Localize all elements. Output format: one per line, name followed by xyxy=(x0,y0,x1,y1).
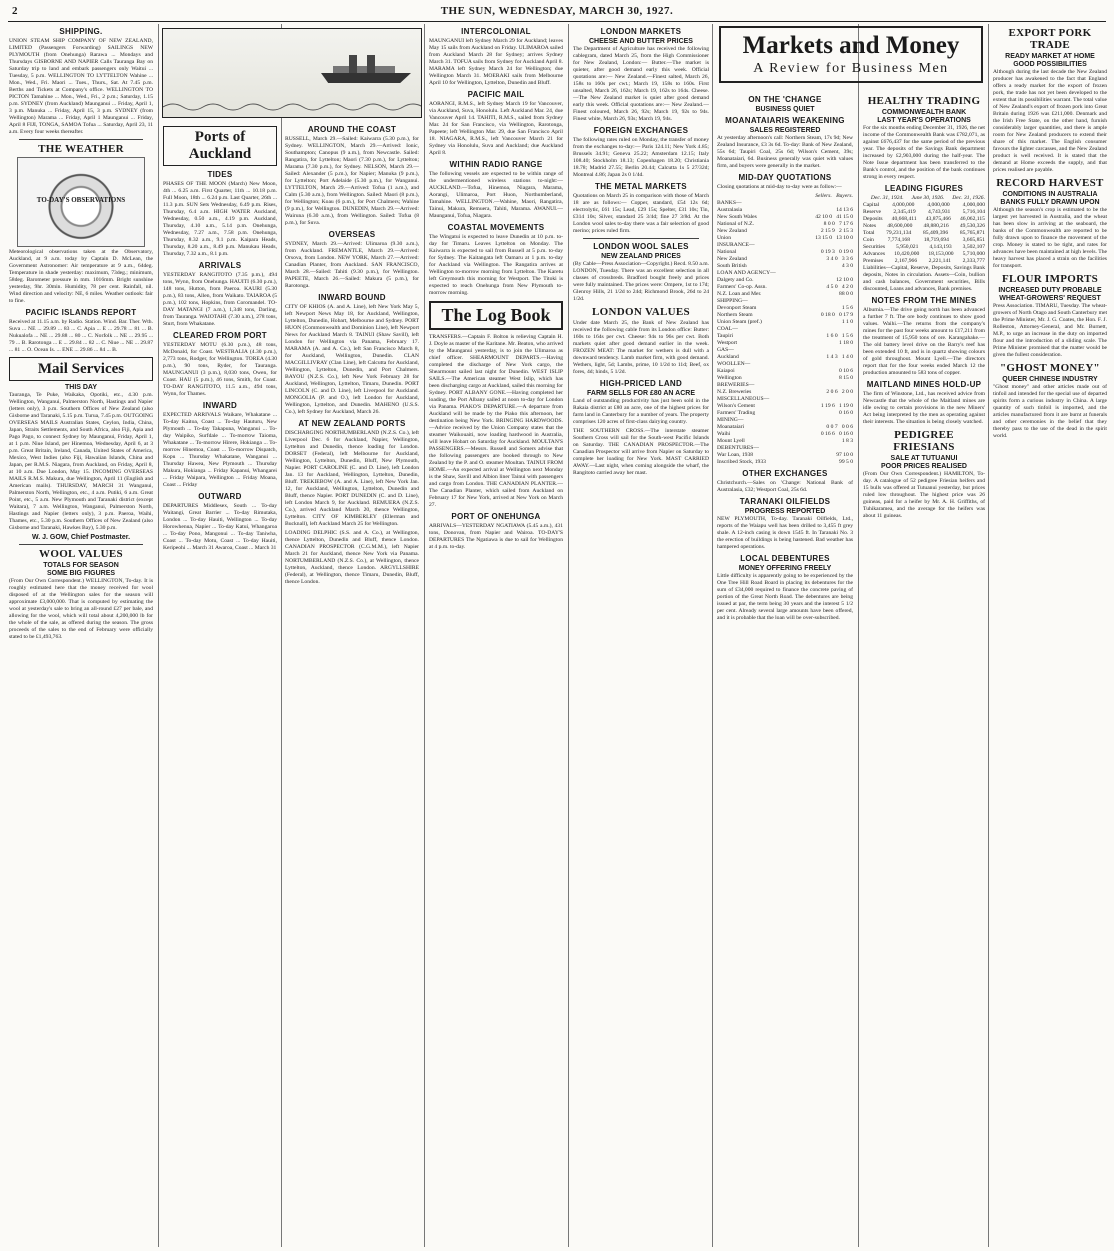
arrivals-text: YESTERDAY RANGITOTO (7.35 p.m.), 494 tons, Wynn, from Onehunga. HAUITI (6.30 p.m.), 148 tons, Hutton, from Paeroa. KAURI (5.30 p.m.), 83 tons, Allen, from Waikato. TAIAROA (5 p.m.), 102 tons, Hopkins, from Coromandel. TO-DAY MATANGI (7 a.m.), 1,348 tons, Darling, from Tauranga. WAIOTAHI (7.30 a.m.), 278 tons, Sturt, from Whakatane. xyxy=(163,272,277,327)
loading-text: LOADING DELPHIC (S.S. and A. Co.), at Wellington, thence Lyttelton, Dunedin and Bluff, thence London. CANADIAN PROSPECTOR (C.G.M.M.), left Napier March 21 for Auckland, thence New York via Panama. NORTUMBERLAND (N.Z.S. Co.), at Wellington, thence Lyttelton, Auckland, thence London. ARGYLLSHIRE (Federal), at Wellington, thence Timaru, Dunedin, Bluff, thence London. xyxy=(285,530,419,585)
ghost-money-sub: QUEER CHINESE INDUSTRY xyxy=(1002,376,1098,383)
leading-figures-row: Advances 10,420,000 18,153,000 5,710,000 xyxy=(863,251,985,257)
leading-figures-row: Coin 7,774,168 18,719,694 3,665,851 xyxy=(863,237,985,243)
quotation-row: New South Wales 42 10 0 41 15 0 xyxy=(717,214,853,220)
mines-text: Alburnia.—The drive going north has been advanced a further 7 ft. The ore body continues to show good values. Waihi.—The returns from the company's mines for the past four weeks amount to £17,211 from the treatment of 15,950 tons of ore. Karangahake.—The old battery level drive on the Barry's reef has been extended 10 ft, and is in quartz showing colours of gold throughout. Mount Lyell.—The directors report that for the four weeks ended March 12 the production amounted to 583 tons of copper. xyxy=(863,307,985,376)
flour-imports-heading: FLOUR IMPORTS xyxy=(1001,273,1099,285)
leading-figures-row: Notes 48,600,000 48,880,216 49,530,326 xyxy=(863,223,985,229)
intercolonial-text: MAUNGANUI left Sydney March 29 for Auckland; leaves May 15 sails from Auckland on Friday. ULIMAROA sailed from Auckland March 28 for Sydney; arrives Sydney March 31. TOFUA sails from Sydney for Auckland April 8. MARAMA left Sydney March 24 for Wellington; due Wellington March 31. MOERAKI sails from Melbourne April 10 for Wellington, Lyttelton, Dunedin and Bluff. xyxy=(429,38,563,86)
mail-services-heading: Mail Services xyxy=(37,361,125,377)
commonwealth-bank-sub: COMMONWEALTH BANK xyxy=(881,109,967,116)
quotation-row: Moanataiari 0 0 7 0 0 6 xyxy=(717,424,853,430)
export-pork-text: Although during the last decade the New Zealand producer has awakened to the fact that England offers a ready market for the export of frozen pork, the trade has not yet been developed to the extent that its possibilities warrant. The total value of New Zealand's export of frozen pork into Great Britain during 1926 was £211,000. Denmark and the Irish Free State, on the other hand, furnish considerably larger quantities, and there is ample room for New Zealand producers to extend their share of this market. The English consumer favours the lighter carcasses, and the New Zealand product is well received. It is stated that the demand at Home exceeds the supply, and that prices realised are payable. xyxy=(993,69,1107,173)
export-pork-sub: READY MARKET AT HOME xyxy=(1005,53,1095,60)
leading-figures-row: Total 79,231,134 85,409,396 85,765,871 xyxy=(863,230,985,236)
masthead xyxy=(8,3,1106,22)
quotation-row: Westport 1 18 0 xyxy=(717,340,853,346)
around-coast-text: RUSSELL, March 29.—Sailed: Kaiwarra (5.30 p.m.), for Sydney. WELLINGTON, March 29.—Arrived: Ionic, Southampton; Canopus (9 a.m.), from Newcastle. Sailed: Rangatira, for Lyttelton; Maori (7.30 p.m.), for Lyttelton; Marama (7.30 p.m.), for Sydney. NELSON, March 29.—Sailed: Alexander (5 p.m.), for Napier; Manuka (9 p.m.), for Lyttelton; Port Adelaide (5.30 p.m.), for Wanganui. LYTTELTON, March 29.—Arrived: Tofua (1 a.m.), and Calm (5.30 a.m.), from Wellington. Sailed: Maori (8 p.m.), for Wellington; Koau (6 p.m.), for Port Chalmers; Wahine (9 p.m.), for Wellington. DUNEDIN, March 29.—Arrived: Wairuna (6.30 a.m.), from Wellington. Sailed: Tofua (8 p.m.), for Suva. xyxy=(285,136,419,226)
leading-figures-row: Premises 2,167,966 2,221,141 2,333,777 xyxy=(863,258,985,264)
arrivals-heading: ARRIVALS xyxy=(198,261,242,270)
debentures-heading: LOCAL DEBENTURES xyxy=(740,554,830,563)
london-markets-heading: LONDON MARKETS xyxy=(600,27,682,36)
pacific-mail-text: AORANGI, R.M.S., left Sydney March 19 for Vancouver, via Auckland, Suva, Honolulu. Left Auckland Mar. 24, due Vancouver April 14. TAHITI, R.M.S., sailed from Sydney Mar. 24 for San Francisco, via Wellington, Rarotonga, Papeete; left Wellington Mar. 29, due San Francisco April 18. NIAGARA, R.M.S., left Vancouver March 21 for Sydney via Honolulu, Suva and Auckland; due Auckland April 8. xyxy=(429,101,563,156)
debentures-sub: MONEY OFFERING FREELY xyxy=(738,565,832,572)
other-exchanges-heading: OTHER EXCHANGES xyxy=(742,469,828,478)
quotation-row: INSURANCE— xyxy=(717,242,755,248)
quotation-row: Taupiri 1 6 0 1 5 6 xyxy=(717,333,853,339)
outward-heading: OUTWARD xyxy=(198,492,242,501)
quotation-row: New Zealand 3 4 0 3 3 6 xyxy=(717,256,853,262)
flour-imports-sub2: WHEAT-GROWERS' REQUEST xyxy=(999,295,1101,302)
inward-text: EXPECTED ARRIVALS Waikare, Whakatane ... To-day Kaitoa, Coast ... To-day Hauturu, New Plymouth ... To-day Takapuna, Wanganui ... To-day Waipiko, Surfdale ... To-morrow Taioma, Whakatane ... To-morrow Hirere, Hokianga ... To-morrow Hinemoa, Coast ... To-morrow Dispatch, Kopu ... Thursday Whakatane, Wanganui ... Thursday Hawea, New Plymouth ... Thursday Makura, Hokianga ... Friday Kapanui, Whangarei ... Friday Waipara, Wellington ... Friday Moana, Coast ... Friday xyxy=(163,412,277,488)
quotation-row: SHIPPING— xyxy=(717,298,748,304)
quotation-row: BANKS— xyxy=(717,200,742,206)
quotation-row: Union 13 15 0 13 10 0 xyxy=(717,235,853,241)
quotation-row: South British 4 3 0 xyxy=(717,263,853,269)
healthy-trading-heading: HEALTHY TRADING xyxy=(867,95,981,107)
pedigree-text: (From Our Own Correspondent.) HAMILTON, To-day. A catalogue of 52 pedigree Friesian heifers and 15 bulls was offered at Tutuanui yesterday, but prices ruled low throughout. The highest price was 26 guineas, paid for a heifer by Mr. A. H. Griffiths, of Tuhikaramea, and the average for the heifers was about 11 guineas. xyxy=(863,471,985,519)
weakening-heading: MOANATAIARIS WEAKENING xyxy=(725,116,845,125)
export-pork-sub2: GOOD POSSIBILITIES xyxy=(1013,61,1087,68)
intercolonial-heading: INTERCOLONIAL xyxy=(461,27,531,36)
quotation-row: Auckland 1 4 3 1 4 0 xyxy=(717,354,853,360)
record-harvest-sub2: BANKS FULLY DRAWN UPON xyxy=(1000,199,1100,206)
radio-range-heading: WITHIN RADIO RANGE xyxy=(449,160,543,169)
quotations-header: Sellers. Buyers. xyxy=(815,193,853,199)
shipping-text: UNION STEAM SHIP COMPANY OF NEW ZEALAND, LIMITED (Passengers Forwarding) SAILINGS NEW PLYMOUTH (from Onehunga) Rarawa ... Mondays and Thursdays GISBORNE AND NAPIER Calls Tauranga Bay on Saturday trip to land and embark passengers only Waitui ... Tuesday, 5 p.m. WELLINGTON TO LYTTELTON Wahine ... Mon., Wed., Fri. Maori ... Tues., Thurs., Sat. At 7.45 p.m. Berths and Tickets at Company's office. WELLINGTON TO PICTON Tamahine ... Mon., Wed., Fri., 2 p.m.; Saturday, 1.15 p.m. SYDNEY (from Auckland) Maunganui ... Friday, April 1, 3 p.m. Manuka ... Friday, April 15, 3 p.m. SYDNEY (from Wellington) Marama ... Friday, April 1 Maunganui ... Friday, April 8 FIJI, TONGA, SAMOA Tofua ... Saturday, April 23, 11 a.m. Every four weeks thereafter. xyxy=(9,38,153,135)
high-priced-land-sub: FARM SELLS FOR £80 AN ACRE xyxy=(587,390,695,397)
ports-of-auckland-title: Ports of Auckland xyxy=(163,126,277,166)
pedigree-sub: SALE AT TUTUANUI xyxy=(890,455,958,462)
other-exchanges-text: Christchurch.—Sales on 'Change: National Bank of Australasia, £32; Westport Coal, 25s 6d. xyxy=(717,480,853,493)
column-coast xyxy=(282,122,422,1247)
log-book-title: The Log Book xyxy=(429,301,563,330)
weather-illustration-label: TO-DAY'S OBSERVATIONS xyxy=(36,196,126,204)
onehunga-heading: PORT OF ONEHUNGA xyxy=(451,512,541,521)
quotation-row: Farmers' Trading 0 16 0 xyxy=(717,410,853,416)
wool-text: (From Our Own Correspondent.) WELLINGTON, To-day. It is roughly estimated here that the money received for wool disposed of at the Wellington sales for the season will approximate £3,000,000. That is computed by estimating the wool at yesterday's sale to bring an all-round £27 per bale, and allowing for the wool, which will total about 4,200,000 lb for the whole of the sale, as offered during the season. The gross proceeds of the sales to the end of February were officially stated to be £1,493,763. xyxy=(9,578,153,640)
quotation-row: GAS— xyxy=(717,347,734,353)
sales-text: At yesterday afternoon's call: Northern Steam, 17s 9d; New Zealand Insurance, £3 3s 6d. To-day: Bank of New Zealand, 55s 6d; Taupiri Coal, 25s 6d; Wilson's Cement, 39s; Moanataiari, 6d. Business generally was quiet with values firm, and buyers were generally in the market. xyxy=(717,135,853,169)
column-london-markets xyxy=(570,24,712,1247)
mid-day-quotations-heading: MID-DAY QUOTATIONS xyxy=(738,173,832,182)
overseas-heading: OVERSEAS xyxy=(328,230,376,239)
london-wool-sales-text: (By Cable—Press Association—Copyright.) Recd. 8.50 a.m. LONDON, Tuesday. There was an excellent selection in all classes of crossbreds. Bradford bought freely and prices were fully maintained. The prices were: Ompere, 1st to 17d; Glenroy Hills, 21 1/2d to 24d; Richmond Brook, 26d to 24 1/2d. xyxy=(573,261,709,302)
quotation-row: Union Steam (pref.) 1 1 0 xyxy=(717,319,853,325)
quotation-row: COAL— xyxy=(717,326,738,332)
mail-this-day: THIS DAY xyxy=(64,384,98,391)
record-harvest-heading: RECORD HARVEST xyxy=(996,177,1104,189)
metal-markets-heading: THE METAL MARKETS xyxy=(595,182,687,191)
cleared-text: YESTERDAY MOTU (6.30 p.m.), 48 tons, McDonald, for Coast. WESTRALIA (4.30 p.m.), 2,773 tons, Rodger, for Wellington. TOREA (4.30 p.m.), 90 tons, Ryder, for Tauranga. MAUNGANUI (3 p.m.), 8,030 tons, Owen, for Coast. HAU (5 p.m.), 46 tons, Smith, for Coast. TO-DAY RANGITOTO, 11.5 a.m., 494 tons, Wynn, for Thames. xyxy=(163,342,277,397)
markets-and-money-subtitle: A Review for Business Men xyxy=(753,61,949,76)
weather-heading: THE WEATHER xyxy=(38,143,124,155)
foreign-exchanges-heading: FOREIGN EXCHANGES xyxy=(593,126,689,135)
shipping-heading: SHIPPING. xyxy=(59,27,103,36)
quotation-row: Wellington 8 15 0 xyxy=(717,375,853,381)
waves-icon xyxy=(163,29,421,117)
london-values-text: Under date March 25, the Bank of New Zealand has received the following cable from its London office: Butter: 160s to 164s per cwt. Cheese: 94s to 96s per cwt. Both markets quiet after good demand earlier in the week. FROZEN MEAT: The market for wethers is dull with a downward tendency. Lamb market firm, with good demand. Wethers, light, 5d; Lambs, prime, 10 1/2d to 11d; Beef, ox fores, 4d; hinds, 5 1/2d. xyxy=(573,320,709,375)
change-heading: ON THE 'CHANGE xyxy=(748,95,822,104)
quotation-row: DEBENTURES— xyxy=(717,445,759,451)
flour-imports-sub: INCREASED DUTY PROBABLE xyxy=(998,287,1102,294)
quotation-row: New Zealand 2 15 9 2 15 3 xyxy=(717,228,853,234)
markets-and-money-banner xyxy=(719,26,983,83)
coastal-movements-heading: COASTAL MOVEMENTS xyxy=(447,223,545,232)
nz-ports-heading: AT NEW ZEALAND PORTS xyxy=(298,419,406,428)
debentures-text: Little difficulty is apparently going to be experienced by the One Tree Hill Road Board in placing its debentures for the sum of £34,000 required to finance the concrete paving of portion of the Great North Road. The debentures are being issued at par, the term being 30 years and the interest 5 1/2 per cent. Already several large amounts have been offered, and it is probable that the loan will be over-subscribed. xyxy=(717,573,853,621)
column-shipping-weather-mail xyxy=(6,24,156,1247)
weather-text: Meteorological observations taken at the Observatory, Auckland, at 9 a.m. today by Captain D. McLean, the Government Astronomer: Air temperature at 9 a.m., 64deg. Temperature in shade yesterday: maximum, 73deg.; minimum, 58deg. Barometer pressure in mm. 1016mm. Bright sunshine yesterday, 9hr. 30min. Humidity, 78 per cent. Rainfall, nil. Wind direction and velocity: NE, 6 miles. Weather outlook: fair to fine. xyxy=(9,249,153,304)
mines-heading: NOTES FROM THE MINES xyxy=(871,296,977,305)
last-year-sub: LAST YEAR'S OPERATIONS xyxy=(877,117,971,124)
leading-figures-table: Dec. 31, 1924. June 30, 1926. Dec. 31, 1926. Capital 4,000,000 4,000,000 4,000,000 Reserve 2,345,419 4,743,931 5,716,104 Deposits 40,668,411 43,875,466 46,062,115 Notes 48,600,000 48,880,216 49,530,326 Total 79,231,134 85,409,396 85,765,871 Coin 7,774,168 18,719,694 3,665,851 Securities 5,950,021 4,143,193 3,502,107 Advances 10,420,000 18,153,000 5,710,000 Premises 2,167,966 2,221,141 2,333,777 xyxy=(863,195,985,264)
quotation-row: N.Z. Loan and Mer. 88 0 0 xyxy=(717,291,853,297)
quotation-row: Kaiapoi 0 10 6 xyxy=(717,368,853,374)
wool-sub2: SOME BIG FIGURES xyxy=(46,570,116,577)
around-coast-heading: AROUND THE COAST xyxy=(307,125,397,134)
inward-bound-text: CITY OF KHIOS (A. and A. Line), left New York May 5, left Newport News May 18, for Auckland, Wellington, Lyttelton, Dunedin, Hobart, Melbourne and Sydney. PORT HUON (Commonwealth and Dominion Line), left Newport News for Auckland March 8. TAINUI (Shaw Savill), left London for Wellington via Panama, February 17. MARAMA (A. and A. Co.), left San Francisco March 8, for Auckland, Wellington, Dunedin. CLAN MACGILLIVRAY (Clan Line), left Calcutta for Auckland, Wellington, Lyttelton, Dunedin, and Port Chalmers. BAYOU (N.Z.S. Co.), left New York February 28 for Auckland, Wellington, Lyttelton, Timaru, Dunedin. PORT LINCOLN (C. and D. Line), left Liverpool for Auckland. MONGOLIA (P. and O.), left London for Auckland, Wellington, Lyttelton, and Dunedin. MAHENO (U.S.S. Co.), left Sydney for Auckland, March 26. xyxy=(285,304,419,415)
coastal-movements-text: The Wingatui is expected to leave Dunedin at 10 p.m. to-day for Timaru. Leaves Lyttelton on Monday. The Kaiwarra is expected to sail from Russell at 5 p.m. to-day for Sydney. The Kaitangata left Oamaru at 1 p.m. to-day for Auckland via Wellington. The Rangatira arrives at Wellington to-morrow morning from Lyttelton. The Karetu left Greymouth this morning for Westport. The Titoki is expected to reach Onehunga from New Plymouth to-morrow morning. xyxy=(429,234,563,296)
london-wool-sales-heading: LONDON WOOL SALES xyxy=(593,242,689,251)
record-harvest-sub: CONDITIONS IN AUSTRALIA xyxy=(1002,191,1098,198)
london-markets-text: The Department of Agriculture has received the following cablegram, dated March 25, from the High Commissioner for New Zealand, London:— Butter.—The market is quieter, after good demand early this week. Official quotations are:— New Zealand.—Finest salted, March 26, 158s to 160s per cwt.; March 19, 158s to 160s. First unsalted, March 26, 162s; March 19, 162s to 164s. Cheese.—The New Zealand market is quiet after good demand early this week. Official quotations are:— New Zealand.—Finest coloured, March 26, 92s; March 19, 92s to 94s. Finest white, March 26, 93s; March 19, 94s. xyxy=(573,46,709,122)
southern-cross-text: THE SOUTHERN CROSS.—The interstate steamer Southern Cross will sail for the South-west Pacific Islands on Saturday. THE CANADIAN PROSPECTOR.—The Canadian Prospector will arrive from Napier on Saturday to complete her loading for New York. MAST CARRIED AWAY.—Last night, when coming alongside the wharf, the Rangitoto carried away her mast. xyxy=(573,428,709,476)
taranaki-text: NEW PLYMOUTH, To-day. Taranaki Oilfields, Ltd., reports of the Waiapu well has been drilled to 3,455 ft grey shale. A 12-inch casing is down 1545 ft. In Taranaki No. 3 the erection of buildings is being hastened. Bad weather has hampered operations. xyxy=(717,516,853,550)
taranaki-heading: TARANAKI OILFIELDS xyxy=(739,497,831,506)
quotation-row: Australasia 14 13 6 xyxy=(717,207,853,213)
newspaper-title: THE SUN, WEDNESDAY, MARCH 30, 1927. xyxy=(440,5,674,17)
quotation-row: Dalgety and Co. 12 10 0 xyxy=(717,277,853,283)
nz-ports-text: DISCHARGING NORTHUMBERLAND (N.Z.S. Co.), left Liverpool Dec. 6 for Auckland, Napier, Wellington, Lyttelton and Dunedin, thence loading for London. DORSET (Federal), left Melbourne for Auckland, Wellington, Lyttelton, Dunedin, Bluff, New Plymouth, Napier. PORT CAROLINE (C. and D. Line), left London Jan. 13 for Auckland, Wellington, Lyttelton, Dunedin, Bluff. TREKIEBOW (A. and A. Line), left New York Jan. 12, for Auckland, Wellington, Lyttelton, Dunedin and Bluff, thence Napier. PORT DUNEDIN (C. and D. Line), left London March 9, for Auckland. REMUERA (N.Z.S. Co.), arrived Auckland March 20, thence Wellington, Lyttelton. CITY OF KIMBERLEY (Ellerman and Bucknall), left Auckland March 25 for Wellington. xyxy=(285,430,419,527)
page-number: 2 xyxy=(12,5,18,17)
column-change xyxy=(714,92,856,1247)
quotation-row: Farmers' Co-op. Assn. 4 5 0 4 2 0 xyxy=(717,284,853,290)
markets-and-money-title: Markets and Money xyxy=(742,32,960,59)
metal-markets-text: Quotations on March 25 in comparison with those of March 18 are as follows:— Copper, standard, £54 12s 6d; electrolytic, £61 15s; Lead, £29 15s; Spelter, £31 10s; Tin, £314 10s; Silver, standard 25 3/4d; fine 27 3/8d. At the London wool sales to-day there was a fair selection of good merino; prices ruled firm. xyxy=(573,193,709,234)
london-values-heading: LONDON VALUES xyxy=(592,306,690,318)
column-export-pork xyxy=(990,24,1110,1247)
quotation-row: WOOLLEN— xyxy=(717,361,751,367)
leading-figures-row: Capital 4,000,000 4,000,000 4,000,000 xyxy=(863,202,985,208)
taranaki-sub: PROGRESS REPORTED xyxy=(744,508,826,515)
mail-signature: W. J. GOW, Chief Postmaster. xyxy=(31,534,131,541)
quotation-row: MISCELLANEOUS— xyxy=(717,396,770,402)
record-harvest-text: Although the season's crop is estimated to be the largest yet harvested in Australia, and the wheat has been slow in arriving at the seaboard, the banks of the Commonwealth are reported to be fully drawn upon to finance the movement of the crop. Money is stated to be tight, and rates for advances have been maintained at high levels. The heavy harvest has placed a strain on the facilities for transport. xyxy=(993,207,1107,269)
export-pork-heading: EXPORT PORK TRADE xyxy=(1008,27,1092,51)
flour-imports-text: Press Association. TIMARU, Tuesday. The wheat-growers of North Otago and South Canterbury met the Prime Minister, Mr. J. G. Coates, the Hon. F. J. Rolleston, Attorney-General, and Mr. Burnett, M.P., to urge an increase in the duty on imported flour and the introduction of a sliding scale. The Prime Minister promised that the matter would be given the fullest consideration. xyxy=(993,303,1107,358)
quotation-row: Waihi 0 16 6 0 16 0 xyxy=(717,431,853,437)
quotation-row: National 0 19 3 0 19 0 xyxy=(717,249,853,255)
seven-seas-banner xyxy=(162,28,422,118)
pacific-mail-heading: PACIFIC MAIL xyxy=(467,90,525,99)
column-commonwealth xyxy=(860,92,988,1247)
tides-text: PHASES OF THE MOON (March) New Moon, 4th ... 6.25 a.m. First Quarter, 11th ... 10.18 p.m. Full Moon, 18th ... 6.24 p.m. Last Quarter, 26th ... 11.3 p.m. SUN Sets Wednesday, 6.49 p.m. Rises, Thursday, 6.4 a.m. HIGH WATER Auckland, Wednesday, 0.50 a.m., 4.19 p.m. Auckland, Thursday, 4.10 a.m., 5.14 p.m. Onehunga, Wednesday, 7.27 a.m., 7.58 p.m. Onehunga, Thursday, 8.32 a.m., 9.1 p.m. Kaipara Heads, Thursday, 8.20 a.m., 8.49 p.m. Manukau Heads, Thursday, 7.32 a.m., 8.1 p.m. xyxy=(163,181,277,257)
column-intercolonial xyxy=(426,24,566,1247)
barometer-illustration xyxy=(17,157,145,247)
quotation-row: BREWERIES— xyxy=(717,382,755,388)
quotation-row: War Loan, 1938 97 10 0 xyxy=(717,452,853,458)
healthy-trading-text: For the six months ending December 31, 1926, the net income of the Commonwealth Bank was £782,071, as against £676,437 for the same period of the previous year. The deposits of the Savings Bank department increased by £2,903,000 during the half-year. The Note Issue department has been transferred to the Bank's control, and the position of the bank continues strong in every respect. xyxy=(863,125,985,180)
quotation-row: N.Z. Breweries 2 0 6 2 0 0 xyxy=(717,389,853,395)
quotation-row: Devonport Steam 1 5 6 xyxy=(717,305,853,311)
inward-bound-heading: INWARD BOUND xyxy=(318,293,386,302)
quotation-row: Mount Lyell 1 8 3 xyxy=(717,438,853,444)
leading-figures-text: Liabilities—Capital, Reserve, Deposits, Savings Bank deposits, Notes in circulation. Assets—Coin, bullion and cash balances, Government securities, Bills discounted, Loans and advances, Bank premises. xyxy=(863,265,985,292)
inward-heading: INWARD xyxy=(202,401,238,410)
outward-text: DEPARTURES Middlesex, South ... To-day Waitangi, Great Barrier ... To-day Rimutaka, London ... To-day Hauiti, Wellington ... To-day Horowhenua, Napier ... To-day Katui, Whangaroa ... To-day Pono, Mangonui ... To-day Taniwha, Coast ... To-day Motu, Coast ... To-day Hauiti, Keripeohi ... March 31 Awaroa, Coast ... March 31 xyxy=(163,503,277,551)
wool-sub1: TOTALS FOR SEASON xyxy=(43,562,119,569)
onehunga-text: ARRIVALS—YESTERDAY NGATIAWA (5.45 a.m.), 431 tons, Donovan, from Napier and Wairoa. TO-DAY'S DEPARTURES The Ngatiawa is due to sail for Wellington at 4 p.m. to-day. xyxy=(429,523,563,550)
quotation-row: LOAN AND AGENCY— xyxy=(717,270,776,276)
wool-values-heading: WOOL VALUES xyxy=(39,548,123,560)
pedigree-sub2: POOR PRICES REALISED xyxy=(881,463,967,470)
london-wool-sales-sub: NEW ZEALAND PRICES xyxy=(601,253,681,260)
radio-range-text: The following vessels are expected to be within range of the undermentioned wireless stations to-night:— AUCKLAND.—Tofua, Hinemoa, Niagara, Marama, Aorangi, Ulimaroa, Port Huon, Northumberland, Tamahine. WELLINGTON.—Wahine, Maori, Rangatira, Tainui, Makura, Remuera, Tahiti, Marama. AWANUI.—Maunganui, Tofua, Niagara. xyxy=(429,171,563,219)
quotation-row: National of N.Z. 8 0 0 7 17 6 xyxy=(717,221,853,227)
tides-heading: TIDES xyxy=(207,170,233,179)
maitland-text: The firm of Winstone, Ltd., has received advice from Newcastle that the whole of the Maitland mines are idle owing to certain provisions in the new Miners' Act being interpreted by the men as operating against their interests. The situation is being closely watched. xyxy=(863,391,985,425)
ghost-money-text: "Ghost money" and other articles made out of tinfoil and intended for the special use of departed spirits form a curious industry in China. A large quantity of such tinfoil is imported, and the articles manufactured from it are burnt at funerals and other ceremonies in the belief that they thereby pass to the use of the dead in the spirit world. xyxy=(993,384,1107,439)
overseas-text: SYDNEY, March 29.—Arrived: Ulimaroa (9.30 a.m.), from Auckland. FREMANTLE, March 29.—Arrived: Orsova, from London. NEW YORK, March 27.—Arrived: Canadian Planter, from Auckland. SAN FRANCISCO, March 28.—Sailed: Tahiti (9.30 p.m.), for Wellington. PAPEETE, March 26.—Sailed: Makura (5 p.m.), for Rarotonga. xyxy=(285,241,419,289)
quotation-row: Inscribed Stock, 1933 99 5 0 xyxy=(717,459,853,465)
change-sub: BUSINESS QUIET xyxy=(755,106,815,113)
cleared-heading: CLEARED FROM PORT xyxy=(173,331,267,340)
maitland-heading: MAITLAND MINES HOLD-UP xyxy=(866,380,982,389)
pacific-report-heading: PACIFIC ISLANDS REPORT xyxy=(25,308,137,317)
ghost-money-heading: "GHOST MONEY" xyxy=(1000,362,1100,374)
log-book-text: TRANSFERS.—Captain F. Bolton is relieving Captain H. J. Doyle as master of the Karitane. Mr. Beaton, who arrived by the Maunganui yesterday, is to join the Ulimaroa as chief officer. SHEARMOUNT DEPARTS.—Having completed the discharge of New York cargo, the Shearmount sailed last night for Dunedin. WEST ISLIP SAILS.—The American steamer West Islip, which has been discharging cargo at Auckland, sailed this morning for Sydney. PORT ALBANY GONE.—Having completed her loading, the Port Albany sailed at noon to-day for London via Panama. PIAKO'S DEPARTURE.—A departure from Auckland will be made by the Piako this afternoon, her destination being New York. BRINGING HARDWOODS.—Advice received by the Union Company states that the steamer Waikouaiti, now loading hardwood in Australia, will leave Hobart on Saturday for Auckland. MOULTAN'S PASSENGERS.—Messrs. Russell and Somers advise that the following passengers are booked through to New Zealand by the P. and O. steamer Moultan. TAINUI FROM HOME.—An expected arrival at Wellington next Monday is the Shaw, Savill and Albion liner Tainui with passengers and cargo from London. THE CANADIAN PLANTER.—The Canadian Planter, which sailed from Auckland on February 17 for New York, arrived at New York on March 27. xyxy=(429,334,563,508)
quotation-row: Wilson's Cement 1 19 6 1 19 0 xyxy=(717,403,853,409)
london-markets-sub: CHEESE AND BUTTER PRICES xyxy=(589,38,693,45)
pacific-report-text: Received at 11.15 a.m. by Radio. Station. Wind. Bar. Ther. Wth. Suva ... NE ... 29.89 ... 83 ... C. Apia ... E ... 29.78 ... 81 ... B. Nukualofa ... NE ... 29.88 ... 80 ... C. Norfolk ... NE ... 29.95 ... 79 ... B. Rarotonga ... E ... 29.84 ... 82 ... C. Niue ... NE ... 29.87 ... 81 ... O. Ocean Is. ... ENE ... 29.86 ... 84 ... B. xyxy=(9,319,153,353)
sales-registered-sub: SALES REGISTERED xyxy=(749,127,821,134)
leading-figures-row: Deposits 40,668,411 43,875,466 46,062,115 xyxy=(863,216,985,222)
foreign-exchanges-text: The following rates ruled on Monday, the transfer of money from the exchanges to-day:— Paris 124.11; New York 4.85; Brussels 34.91; Geneva 25.22; Amsterdam 12.15; Italy 108.40; Stockholm 18.13; Copenhagen 18.20; Christiania 18.78; Madrid 27.55; Berlin 20.44; Calcutta 1s 5 27/32d; Montreal 4.86; Japan 2s 0 1/4d. xyxy=(573,137,709,178)
pedigree-heading: PEDIGREE FRIESIANS xyxy=(893,429,955,453)
quotation-row: Northern Steam 0 18 0 0 17 9 xyxy=(717,312,853,318)
column-ports xyxy=(160,122,280,1247)
high-priced-land-text: Land of outstanding productivity has just been sold in the Rakaia district at £80 an acre, one of the highest prices for farm land in Canterbury for a number of years. The property comprises 120 acres of first-class dairying country. xyxy=(573,398,709,425)
quotation-row: MINING— xyxy=(717,417,744,423)
quotations-table xyxy=(717,193,853,466)
leading-figures-heading: LEADING FIGURES xyxy=(884,184,964,193)
mid-day-intro: Closing quotations at mid-day to-day were as follow:— xyxy=(717,184,842,190)
mail-text: Tauranga, Te Puke, Waikaka, Opotiki, etc., 4.30 p.m. Wellington, Wanganui, Palmerston North, Hastings and Napier (letters only), 3 p.m. Southern Offices of New Zealand (also Gisborne and Taranaki, 5.15 p.m. Turua, 7.45 p.m. OUTGOING OVERSEAS MAILS Australian States, Ceylon, India, China, Japan, Straits Settlements, and South Africa, also Fiji, Apia and Pago Pago, to connect Sydney by Maunganui, Friday, April 1, at 1 p.m. Niue Island, per Hinemoa, Wednesday, April 6, at 3 p.m. Great Britain, Ireland, Canada, United States of America, Mexico, West Indies (also Fiji, Hawaiian Islands, China and Japan, per R.M.S. Niagara, from Auckland, on Friday, April 8, at 10 a.m. Due London, May 15. INCOMING OVERSEAS MAILS R.M.S. Makura, due Wellington, April 11 (English and American mails). THURSDAY, MARCH 31 Wanganui, Palmerston North, Wellington, etc., 4 a.m. Putiki, 6 a.m. Great Point, etc., 5 a.m. New Plymouth and Taranaki district (except Waitara), 7 a.m. Wellington, Wanganui, Palmerston North, Hastings and Napier (letters only), 3 p.m. Paeroa, Waihi, Thames, etc., 5.30 p.m. Southern Offices of New Zealand (also Gisborne and Taranaki, Hawkes Bay), 5.30 p.m. xyxy=(9,392,153,531)
high-priced-land-heading: HIGH-PRICED LAND xyxy=(599,379,683,388)
leading-figures-row: Reserve 2,345,419 4,743,931 5,716,104 xyxy=(863,209,985,215)
leading-figures-row: Securities 5,950,021 4,143,193 3,502,107 xyxy=(863,244,985,250)
